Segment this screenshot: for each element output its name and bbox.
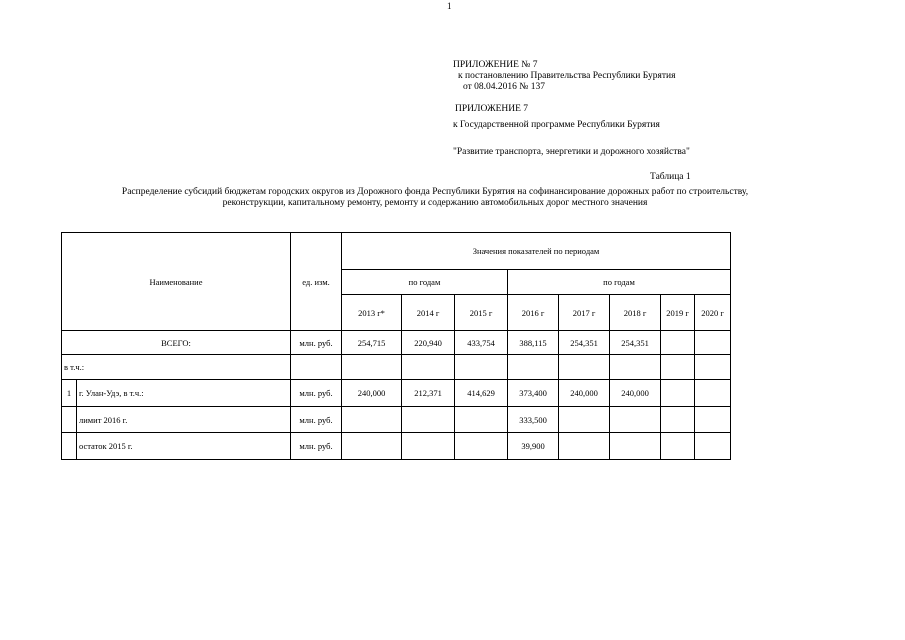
header-year: 2020 г xyxy=(695,295,731,331)
value-cell xyxy=(342,407,402,433)
unit-cell: млн. руб. xyxy=(291,331,342,355)
empty-cell xyxy=(661,355,695,380)
header-year: 2019 г xyxy=(661,295,695,331)
table-row-including xyxy=(62,355,731,380)
appendix-program-title: "Развитие транспорта, энергетики и дорожного хозяйства" xyxy=(453,147,690,157)
value-cell: 333,500 xyxy=(508,407,559,433)
unit-cell: млн. руб. xyxy=(291,380,342,407)
empty-cell xyxy=(402,355,455,380)
subrow-name: лимит 2016 г. xyxy=(77,407,291,433)
value-cell xyxy=(695,433,731,460)
empty-cell xyxy=(559,355,610,380)
value-cell: 220,940 xyxy=(402,331,455,355)
value-cell: 433,754 xyxy=(455,331,508,355)
row-number: 1 xyxy=(62,380,77,407)
value-cell xyxy=(610,433,661,460)
table-row-limit-2016 xyxy=(62,407,731,433)
empty-cell xyxy=(455,355,508,380)
value-cell: 212,371 xyxy=(402,380,455,407)
header-values-by-period: Значения показателей по периодам xyxy=(342,233,731,270)
value-cell: 373,400 xyxy=(508,380,559,407)
value-cell: 254,351 xyxy=(559,331,610,355)
document-title-line-2: реконструкции, капитальному ремонту, ремонту и содержанию автомобильных дорог местного значения xyxy=(222,198,648,208)
empty-cell xyxy=(62,433,77,460)
value-cell: 240,000 xyxy=(342,380,402,407)
total-label: ВСЕГО: xyxy=(62,331,291,355)
table-row-city xyxy=(62,380,731,407)
value-cell xyxy=(402,433,455,460)
value-cell xyxy=(559,433,610,460)
value-cell xyxy=(695,407,731,433)
header-year: 2016 г xyxy=(508,295,559,331)
value-cell xyxy=(455,433,508,460)
unit-cell: млн. руб. xyxy=(291,433,342,460)
header-unit: ед. изм. xyxy=(291,233,342,331)
empty-cell xyxy=(508,355,559,380)
value-cell: 254,351 xyxy=(610,331,661,355)
value-cell: 39,900 xyxy=(508,433,559,460)
including-label: в т.ч.: xyxy=(62,355,291,380)
empty-cell xyxy=(610,355,661,380)
city-name: г. Улан-Удэ, в т.ч.: xyxy=(77,380,291,407)
subsidy-table xyxy=(61,232,731,460)
value-cell xyxy=(455,407,508,433)
value-cell: 414,629 xyxy=(455,380,508,407)
empty-cell xyxy=(695,355,731,380)
value-cell: 388,115 xyxy=(508,331,559,355)
value-cell xyxy=(695,331,731,355)
value-cell: 240,000 xyxy=(559,380,610,407)
value-cell xyxy=(402,407,455,433)
value-cell xyxy=(661,380,695,407)
value-cell: 254,715 xyxy=(342,331,402,355)
header-year: 2017 г xyxy=(559,295,610,331)
document-title-line-1: Распределение субсидий бюджетам городских округов из Дорожного фонда Республики Бурятия на софинансирование дорожных работ по строительству, xyxy=(121,187,749,197)
empty-cell xyxy=(342,355,402,380)
header-by-years-1: по годам xyxy=(342,270,508,295)
value-cell xyxy=(342,433,402,460)
appendix-date: от 08.04.2016 № 137 xyxy=(463,82,545,92)
header-name: Наименование xyxy=(62,233,291,331)
table-number: Таблица 1 xyxy=(650,172,691,182)
empty-cell xyxy=(291,355,342,380)
subrow-name: остаток 2015 г. xyxy=(77,433,291,460)
value-cell xyxy=(661,407,695,433)
empty-cell xyxy=(62,407,77,433)
value-cell xyxy=(695,380,731,407)
header-year: 2013 г* xyxy=(342,295,402,331)
table-row-total xyxy=(62,331,731,355)
header-year: 2018 г xyxy=(610,295,661,331)
document-title xyxy=(40,187,830,209)
value-cell: 240,000 xyxy=(610,380,661,407)
header-year: 2015 г xyxy=(455,295,508,331)
appendix-program: к Государственной программе Республики Бурятия xyxy=(453,120,660,130)
header-by-years-2: по годам xyxy=(508,270,731,295)
value-cell xyxy=(661,433,695,460)
table-row-remainder-2015 xyxy=(62,433,731,460)
value-cell xyxy=(610,407,661,433)
appendix-heading-2: ПРИЛОЖЕНИЕ 7 xyxy=(455,104,529,114)
header-row-1 xyxy=(62,233,731,270)
header-year: 2014 г xyxy=(402,295,455,331)
value-cell xyxy=(661,331,695,355)
value-cell xyxy=(559,407,610,433)
unit-cell: млн. руб. xyxy=(291,407,342,433)
page-number: 1 xyxy=(447,1,452,11)
appendix-heading: ПРИЛОЖЕНИЕ № 7 xyxy=(453,60,538,70)
appendix-decree: к постановлению Правительства Республики Бурятия xyxy=(458,71,676,81)
